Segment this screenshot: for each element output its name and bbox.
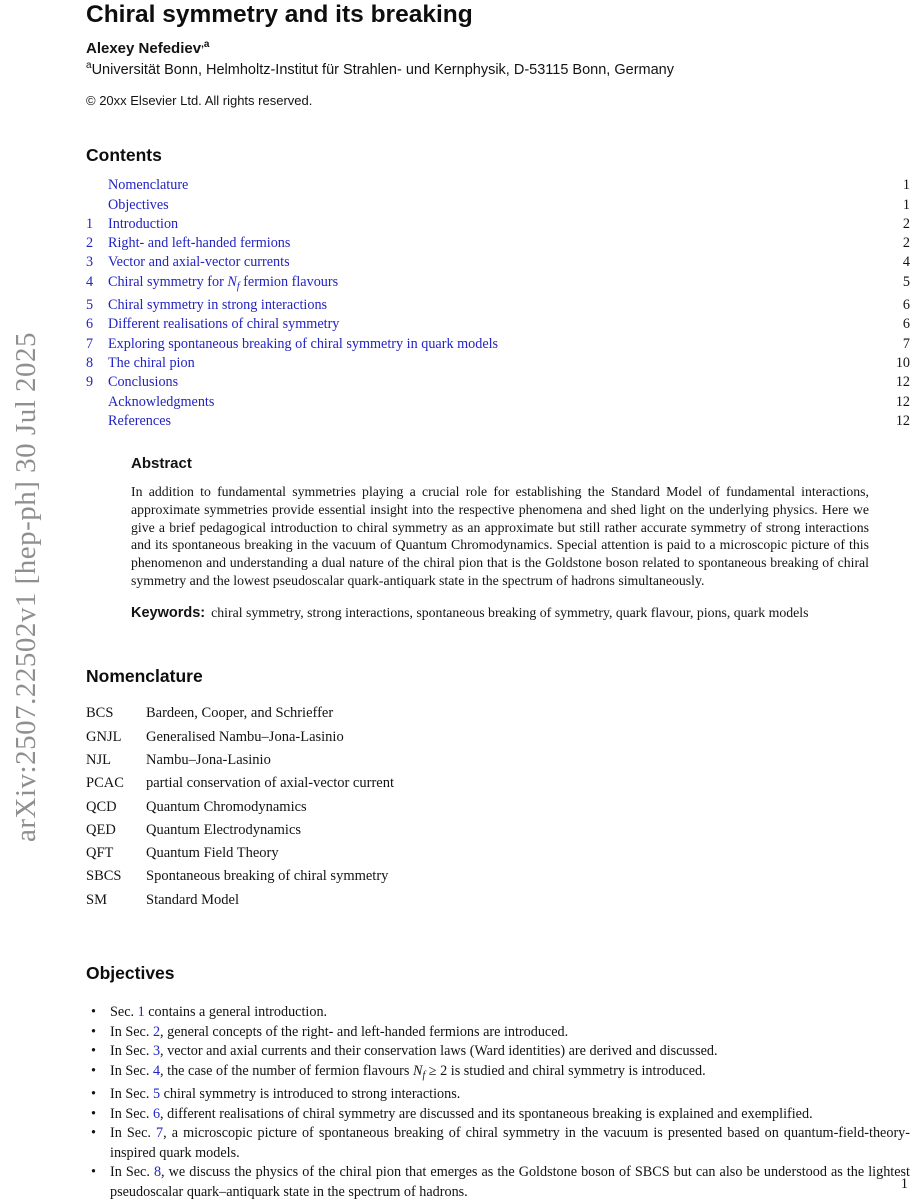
math-symbol: N xyxy=(412,1062,423,1079)
section-link[interactable]: 4 xyxy=(152,1062,161,1079)
toc-entry-chiral-symmetry-nf xyxy=(86,273,910,296)
toc-entry-link[interactable]: Vector and axial-vector currents xyxy=(108,254,290,271)
definition: Spontaneous breaking of chiral symmetry xyxy=(146,868,389,885)
abbreviation: SM xyxy=(86,891,107,908)
arxiv-watermark: arXiv:2507.22502v1 [hep-ph] 30 Jul 2025 xyxy=(10,331,42,843)
nomenclature-entry xyxy=(86,726,910,749)
toc-entry-link[interactable]: Chiral symmetry in strong interactions xyxy=(108,297,328,314)
toc-entry-link[interactable]: Right- and left-handed fermions xyxy=(108,235,291,252)
objectives-heading: Objectives xyxy=(86,963,175,984)
toc-entry-acknowledgments xyxy=(86,393,910,412)
author-name: Alexey Nefediev xyxy=(86,40,202,58)
objective-item: • Sec. 1 contains a general introduction. xyxy=(86,1003,910,1023)
keywords-label: Keywords: xyxy=(131,605,206,622)
definition: Quantum Electrodynamics xyxy=(146,821,302,838)
abbreviation: QED xyxy=(86,821,116,838)
toc-entry-number[interactable]: 7 xyxy=(86,335,94,352)
bullet-icon: • xyxy=(91,1164,96,1181)
nomenclature-entry xyxy=(86,772,910,795)
abbreviation: QCD xyxy=(86,798,117,815)
toc-entry-link[interactable]: Introduction xyxy=(108,215,179,232)
math-symbol: N xyxy=(227,273,237,290)
nomenclature-entry xyxy=(86,842,910,865)
abstract-heading: Abstract xyxy=(131,455,192,473)
toc-entry-page: 10 xyxy=(895,354,910,371)
objective-item: • In Sec. 4, the case of the number of fermion flavours $N_f \ge 2$ is studied and chiral symmetry is introduced. xyxy=(86,1062,910,1086)
bullet-icon: • xyxy=(91,1086,96,1103)
objective-item: • In Sec. 5 chiral symmetry is introduced to strong interactions. xyxy=(86,1085,910,1105)
table-of-contents xyxy=(86,176,910,431)
toc-entry-link[interactable]: References xyxy=(108,412,172,429)
author-affiliation-mark: ,a xyxy=(201,39,210,51)
abstract-text: In addition to fundamental symmetries playing a crucial role for establishing the Standard Model of fundamental interactions, approximate symmetries provide essential insight into the respective phenomena and shed light on the underlying physics. Here we give a brief pedagogical introduction to chiral symmetry as an approximate but still rather accurate symmetry of strong interactions and its spontaneous breaking in the vacuum of Quantum Chromodynamics. Special attention is paid to a microscopic picture of this phenomenon and understanding a dual nature of the chiral pion that is the Goldstone boson related to spontaneous breaking of chiral symmetry and the lowest pseudoscalar quark-antiquark state in the spectrum of hadrons simultaneously. xyxy=(131,484,869,588)
toc-entry-currents xyxy=(86,253,910,272)
author-line xyxy=(86,39,910,57)
objective-item: • In Sec. 7, a microscopic picture of spontaneous breaking of chiral symmetry in the vacuum is presented based on quantum-field-theory-inspired quark models. xyxy=(86,1124,910,1163)
definition: Generalised Nambu–Jona-Lasinio xyxy=(146,728,344,745)
toc-entry-link[interactable]: Acknowledgments xyxy=(108,393,215,410)
toc-entry-link[interactable]: Different realisations of chiral symmetry xyxy=(108,316,340,333)
abbreviation: QFT xyxy=(86,845,114,862)
definition: Bardeen, Cooper, and Schrieffer xyxy=(146,705,334,722)
section-link[interactable]: 8 xyxy=(153,1164,162,1181)
bullet-icon: • xyxy=(91,1062,96,1079)
toc-entry-number[interactable]: 9 xyxy=(86,374,94,391)
toc-entry-fermions xyxy=(86,234,910,253)
objective-item: • In Sec. 2, general concepts of the right- and left-handed fermions are introduced. xyxy=(86,1023,910,1043)
toc-entry-nomenclature xyxy=(86,176,910,195)
toc-entry-introduction xyxy=(86,215,910,234)
abbreviation: NJL xyxy=(86,751,111,768)
objective-item: • In Sec. 3, vector and axial currents and their conservation laws (Ward identities) are derived and discussed. xyxy=(86,1042,910,1062)
math-subscript: f xyxy=(236,280,240,292)
affiliation-mark: a xyxy=(86,60,92,72)
section-link[interactable]: 2 xyxy=(152,1023,161,1040)
section-link[interactable]: 5 xyxy=(152,1086,161,1103)
objectives-list xyxy=(86,1003,910,1200)
definition: Standard Model xyxy=(146,891,240,908)
toc-entry-page: 4 xyxy=(902,254,910,271)
toc-entry-number[interactable]: 3 xyxy=(86,254,94,271)
nomenclature-entry xyxy=(86,819,910,842)
toc-entry-page: 5 xyxy=(902,273,910,290)
nomenclature-heading: Nomenclature xyxy=(86,666,203,687)
toc-entry-link[interactable]: Conclusions xyxy=(108,374,179,391)
toc-entry-number[interactable]: 8 xyxy=(86,354,94,371)
keywords-text: chiral symmetry, strong interactions, spontaneous breaking of symmetry, quark flavour, pions, quark models xyxy=(211,605,809,621)
definition: Quantum Field Theory xyxy=(146,845,279,862)
toc-entry-page: 6 xyxy=(902,316,910,333)
section-link[interactable]: 3 xyxy=(152,1043,161,1060)
toc-entry-page: 12 xyxy=(895,374,910,391)
nomenclature-entry xyxy=(86,889,910,912)
affiliation-text: Universität Bonn, Helmholtz-Institut für Strahlen- und Kernphysik, D-53115 Bonn, Germany xyxy=(91,62,674,79)
toc-entry-link[interactable]: Chiral symmetry for $N_f$ fermion flavours xyxy=(108,273,339,292)
abstract-section xyxy=(131,455,869,621)
section-link[interactable]: 7 xyxy=(156,1125,164,1142)
toc-entry-references xyxy=(86,412,910,431)
toc-entry-conclusions xyxy=(86,373,910,392)
paper-body xyxy=(86,0,910,1200)
abbreviation: BCS xyxy=(86,705,114,722)
abbreviation: PCAC xyxy=(86,775,124,792)
definition: partial conservation of axial-vector current xyxy=(146,775,394,792)
nomenclature-entry xyxy=(86,796,910,819)
contents-heading: Contents xyxy=(86,145,162,166)
toc-entry-link[interactable]: Objectives xyxy=(108,196,169,213)
section-link[interactable]: 1 xyxy=(137,1004,145,1021)
math-subscript: f xyxy=(422,1069,426,1081)
abbreviation: SBCS xyxy=(86,868,122,885)
page-number: 1 xyxy=(900,1176,908,1192)
toc-entry-strong-interactions xyxy=(86,296,910,315)
toc-entry-objectives xyxy=(86,196,910,215)
toc-entry-page: 2 xyxy=(902,235,910,252)
nomenclature-entry xyxy=(86,865,910,888)
toc-entry-number[interactable]: 1 xyxy=(86,215,94,232)
keywords-line xyxy=(131,605,869,621)
objective-item: • In Sec. 6, different realisations of chiral symmetry are discussed and its spontaneous breaking is explained and exemplified. xyxy=(86,1105,910,1125)
toc-entry-realisations xyxy=(86,315,910,334)
section-link[interactable]: 6 xyxy=(152,1105,161,1122)
abbreviation: GNJL xyxy=(86,728,122,745)
toc-entry-link[interactable]: Nomenclature xyxy=(108,177,189,194)
toc-entry-exploring-sbcs xyxy=(86,335,910,354)
toc-entry-number[interactable]: 5 xyxy=(86,297,94,314)
toc-entry-number[interactable]: 6 xyxy=(86,316,94,333)
definition: Quantum Chromodynamics xyxy=(146,798,307,815)
bullet-icon: • xyxy=(91,1043,96,1060)
toc-entry-page: 12 xyxy=(895,412,910,429)
bullet-icon: • xyxy=(91,1004,96,1021)
toc-entry-page: 2 xyxy=(902,215,910,232)
toc-entry-number[interactable]: 4 xyxy=(86,273,94,290)
toc-entry-number[interactable]: 2 xyxy=(86,235,94,252)
definition: Nambu–Jona-Lasinio xyxy=(146,751,271,768)
affiliation-line xyxy=(86,60,910,78)
bullet-icon: • xyxy=(91,1105,96,1122)
nomenclature-list xyxy=(86,702,910,912)
toc-entry-page: 1 xyxy=(902,177,910,194)
objective-item: • In Sec. 8, we discuss the physics of the chiral pion that emerges as the Goldstone boson of SBCS but can also be understood as the lightest pseudoscalar quark–antiquark state in the spectrum of hadrons. xyxy=(86,1163,910,1200)
toc-entry-link[interactable]: Exploring spontaneous breaking of chiral symmetry in quark models xyxy=(108,335,499,352)
toc-entry-chiral-pion xyxy=(86,354,910,373)
copyright-line: © 20xx Elsevier Ltd. All rights reserved. xyxy=(86,93,313,109)
toc-entry-link[interactable]: The chiral pion xyxy=(108,354,195,371)
nomenclature-entry xyxy=(86,702,910,725)
bullet-icon: • xyxy=(91,1125,96,1142)
toc-entry-page: 6 xyxy=(902,297,910,314)
nomenclature-entry xyxy=(86,749,910,772)
paper-title: Chiral symmetry and its breaking xyxy=(86,1,473,28)
toc-entry-page: 12 xyxy=(895,393,910,410)
toc-entry-page: 7 xyxy=(902,335,910,352)
toc-entry-page: 1 xyxy=(902,196,910,213)
bullet-icon: • xyxy=(91,1023,96,1040)
